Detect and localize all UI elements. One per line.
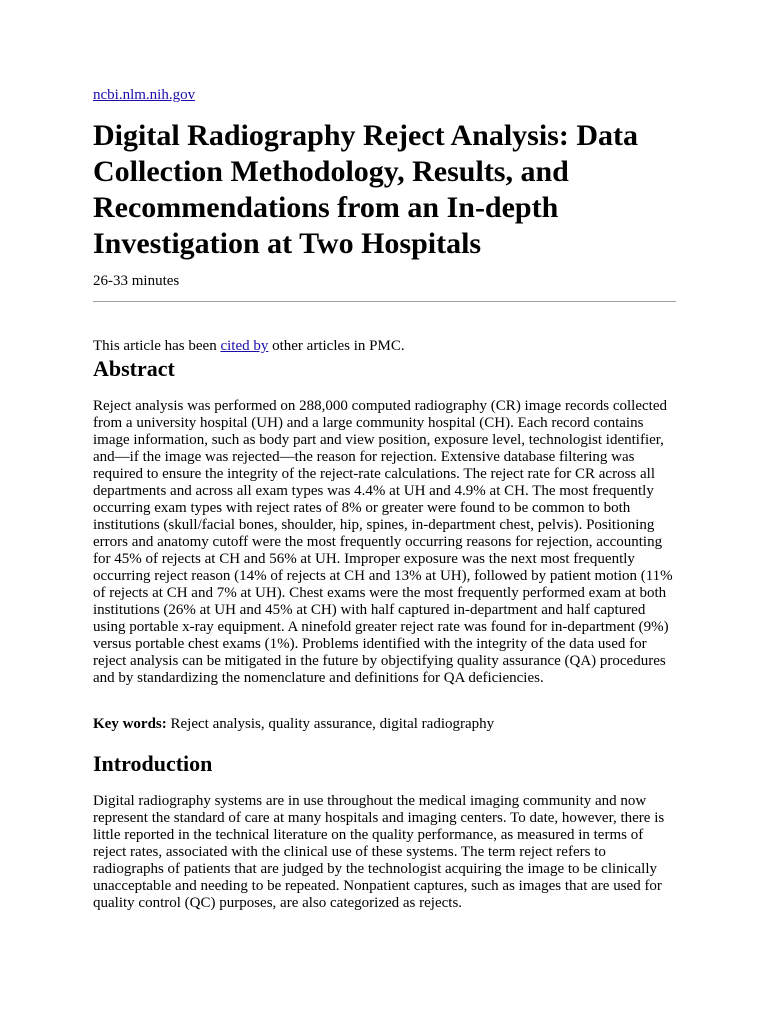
keywords (93, 716, 676, 733)
divider (93, 301, 676, 302)
cited-suffix: other articles in PMC. (268, 338, 405, 354)
keywords-text: Reject analysis, quality assurance, digital radiography (166, 716, 495, 732)
source-link[interactable]: ncbi.nlm.nih.gov (93, 87, 196, 103)
cited-prefix: This article has been (93, 338, 221, 354)
abstract-heading: Abstract (93, 356, 175, 381)
cited-by-link[interactable]: cited by (220, 338, 269, 354)
read-time: 26-33 minutes (93, 273, 180, 289)
article-title: Digital Radiography Reject Analysis: Data Collection Methodology, Results, and Recommendations from an In-depth Investigation at Two Hospitals (93, 119, 638, 260)
cited-by-notice (93, 336, 405, 356)
introduction-heading: Introduction (93, 751, 213, 776)
abstract-body: Reject analysis was performed on 288,000 computed radiography (CR) image records collected from a university hospital (UH) and a large community hospital (CH). Each record contains image information, such as body part and view position, exposure level, technologist identifier, and—if the image was rejected—the reason for rejection. Extensive database filtering was required to ensure the integrity of the reject-rate calculations. The reject rate for CR across all departments and across all exam types was 4.4% at UH and 4.9% at CH. The most frequently occurring exam types with reject rates of 8% or greater were found to be common to both institutions (skull/facial bones, shoulder, hip, spines, in-department chest, pelvis). Positioning errors and anatomy cutoff were the most frequently occurring reasons for rejection, accounting for 45% of rejects at CH and 56% at UH. Improper exposure was the next most frequently occurring reject reason (14% of rejects at CH and 13% at UH), followed by patient motion (11% of rejects at CH and 7% at UH). Chest exams were the most frequently performed exam at both institutions (26% at UH and 45% at CH) with half captured in-department and half captured using portable x-ray equipment. A ninefold greater reject rate was found for in-department (9%) versus portable chest exams (1%). Problems identified with the integrity of the data used for reject analysis can be mitigated in the future by objectifying quality assurance (QA) procedures and by standardizing the nomenclature and definitions for QA deficiencies. (93, 398, 673, 686)
introduction-body: Digital radiography systems are in use throughout the medical imaging community and now represent the standard of care at many hospitals and imaging centers. To date, however, there is little reported in the technical literature on the quality performance, as measured in terms of reject rates, associated with the clinical use of these systems. The term reject refers to radiographs of patients that are judged by the technologist acquiring the image to be clinically unacceptable and needing to be repeated. Nonpatient captures, such as images that are used for quality control (QC) purposes, are also categorized as rejects. (93, 793, 665, 911)
keywords-label: Key words: (93, 716, 167, 732)
